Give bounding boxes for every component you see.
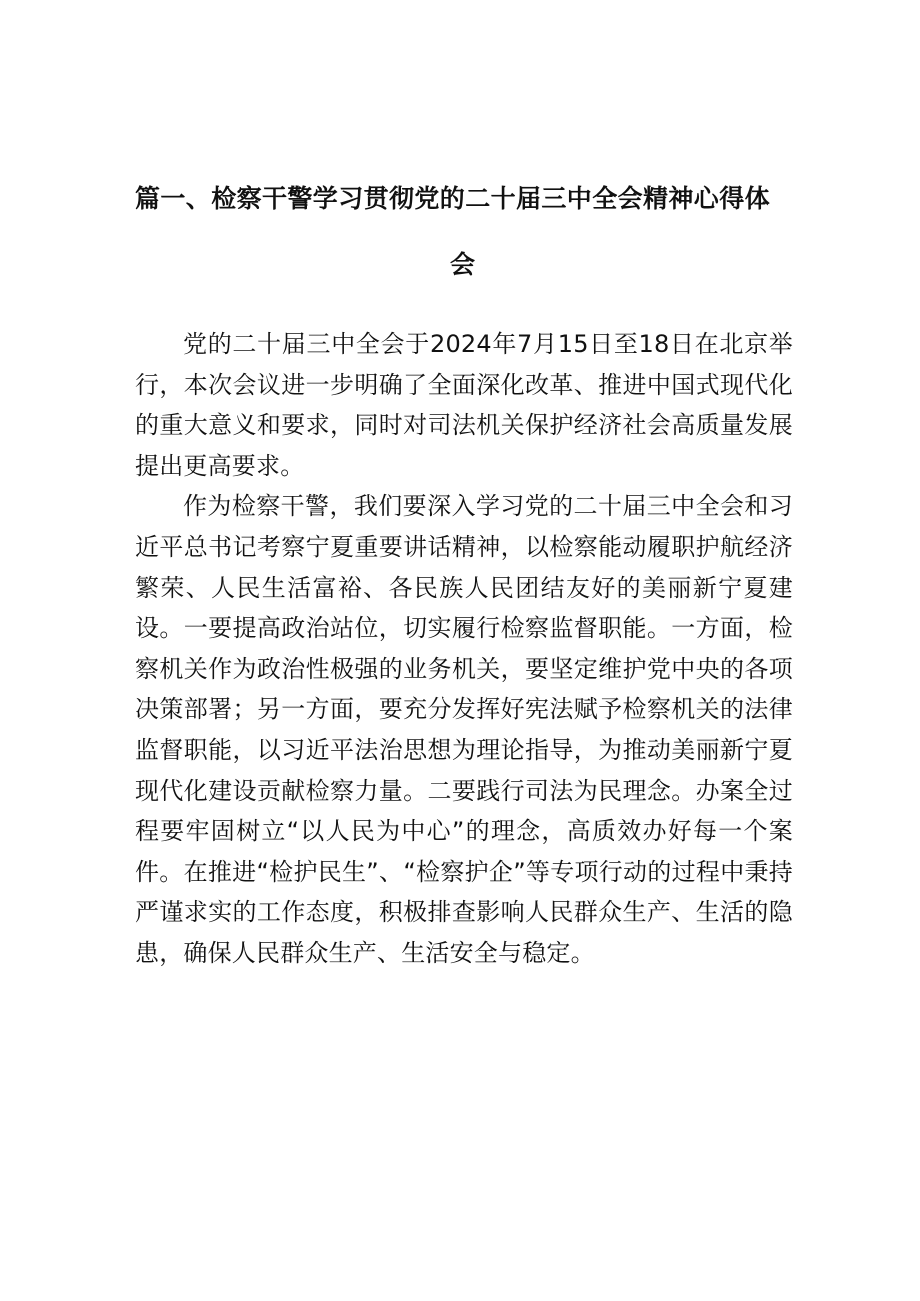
paragraph-1: 党的二十届三中全会于2024年7月15日至18日在北京举行，本次会议进一步明确了全面深化改革、推进中国式现代化的重大意义和要求，同时对司法机关保护经济社会高质量发展提出更高要求。 bbox=[135, 330, 793, 480]
document-title-line-2: 会 bbox=[449, 250, 475, 279]
paragraph-2: 作为检察干警，我们要深入学习党的二十届三中全会和习近平总书记考察宁夏重要讲话精神，以检察能动履职护航经济繁荣、人民生活富裕、各民族人民团结友好的美丽新宁夏建设。一要提高政治站位，切实履行检察监督职能。一方面，检察机关作为政治性极强的业务机关，要坚定维护党中央的各项决策部署；另一方面，要充分发挥好宪法赋予检察机关的法律监督职能，以习近平法治思想为理论指导，为推动美丽新宁夏现代化建设贡献检察力量。二要践行司法为民理念。办案全过程要牢固树立“以人民为中心”的理念，高质效办好每一个案件。在推进“检护民生”、“检察护企”等专项行动的过程中秉持严谨求实的工作态度，积极排查影响人民群众生产、生活的隐患，确保人民群众生产、生活安全与稳定。 bbox=[135, 492, 793, 967]
document-title-line-1: 篇一、检察干警学习贯彻党的二十届三中全会精神心得体 bbox=[135, 184, 771, 213]
document-title bbox=[135, 166, 790, 298]
document-body bbox=[135, 324, 793, 974]
